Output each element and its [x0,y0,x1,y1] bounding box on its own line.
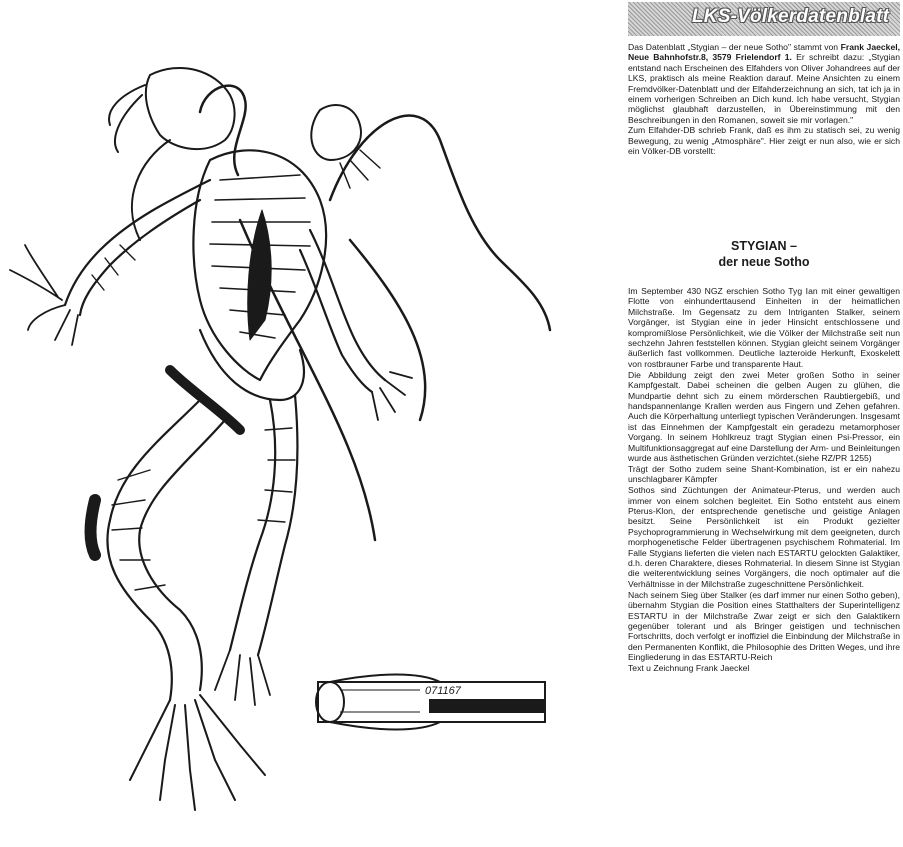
article-paragraph: Trägt der Sotho zudem seine Shant-Kombination, ist er ein nahezu unschlagbarer Kämpfer [628,463,900,485]
intro-paragraph-1 [628,42,900,125]
article-body [628,286,900,674]
article-title-line-1: STYGIAN – [731,239,797,253]
intro-paragraph-2: Zum Elfahder-DB schrieb Frank, daß es ihm zu statisch sei, zu wenig Bewegung, zu wenig „Atmosphäre". Hier zeigt er nun also, wie er sich ein Völker-DB vorstellt: [628,125,900,157]
article-paragraph: Nach seinem Sieg über Stalker (es darf immer nur einen Sotho geben), übernahm Stygian die Position eines Statthalters der Superintelligenz ESTARTU in der Milchstraße Zwar zeigt er sich den Galaktikern gegenüber tolerant und als Bringer geistigen und technischen Fortschritts, doch verfolgt er inoffiziel die Einbindung der Milchstraße in den Permanenten Konflikt, die Philosophie des Dritten Weges, und ihre Eingliederung in das ESTARTU-Reich [628,589,900,663]
article-paragraph: Die Abbildung zeigt den zwei Meter großen Sotho in seiner Kampfgestalt. Dabei scheinen die gelben Augen zu glühen, die Mundpartie dehnt sich zu einem mörderschen Raubtiergebiß, und handspannenlange Krallen werden aus Fingern und Zehen gefahren. Auch die Körperhaltung unterliegt typischen Veränderungen. Insgesamt ist das Einnehmen der Kampfgestalt ein geradezu metamorphoser Vorgang. In seinem Hohlkreuz tragt Stygian einen Psi-Pressor, ein Multifunktionsaggregat auf eine Darstellung der Arm- und Beinleitungen wurde aus ästhetischen Gründen verzichtet.(siehe RZ/PR 1255) [628,369,900,463]
article-paragraph: Sothos sind Züchtungen der Animateur-Pterus, und werden auch immer von einem solchen begleitet. Ein Sotho entsteht aus einem Pterus-Klon, der entsprechende genetische und geistige Anlagen besitzt. Seine Persönlichkeit ist ein Produkt gezielter Psychoprogrammierung in Wechselwirkung mit dem geeigneten, durch morphogenetische Felder übertragenen psychischem Rohmaterial. Im Falle Stygians lieferten die vielen nach ESTARTU gelockten Galaktiker, d.h. deren Charaktere, dieses Rohmaterial. In diesem Sinne ist Stygian die weiterentwicklung seines Vorgängers, die noch optimaler auf die Verhältnisse in der Milchstraße zugeschnittene Persönlichkeit. [628,485,900,589]
weapon-marking: 071167 [425,685,461,697]
article-title [628,238,900,270]
article-title-line-2: der neue Sotho [718,255,810,269]
article-paragraph: Im September 430 NGZ erschien Sotho Tyg Ian mit einer gewaltigen Flotte von einhunderttausend Einheiten in der heimatlichen Milchstraße. Im Gegensatz zu dem Intriganten Stalker, seinem Vorgänger, ist Stygian eine in jeder Hinsicht entschlossene und kompromißlose Persönlichkeit, wie die Völker der Milchstraße seit nun sechzehn Jahren feststellen können. Stygian gleicht seinem Vorgänger äußerlich fast vollkommen. Deutliche lazteroide Herkunft, Exoskelett von rostbrauner Farbe und transparente Haut. [628,286,900,369]
article-credit: Text u Zeichnung Frank Jaeckel [628,663,750,674]
page-title: LKS-Völkerdatenblatt [692,6,890,27]
psi-weapon [316,675,545,730]
intro-text: Das Datenblatt „Stygian – der neue Sotho" stammt von [628,42,839,52]
intro-quote: Er schreibt dazu: „Stygian entstand nach Erscheinen des Elfahders von Oliver Johandrees auf der LKS, praktisch als meine Reaktion darauf. Meine Ansichten zu einem Fremdvölker-Datenblatt und der Elfahderzeichnung an sich, tat ich ja in einem vorherigen Schreiben an Dich kund. Ich habe versucht, Stygian möglichst glaubhaft darzustellen, in Übereinstimmung mit den Beschreibungen in den Romanen, soweit sie mir vorlagen." [628,52,900,125]
author-address: Frank Jaeckel, Neue Bahnhofstr.8, 3579 Frielendorf 1. [628,42,900,63]
intro-section [628,42,900,156]
